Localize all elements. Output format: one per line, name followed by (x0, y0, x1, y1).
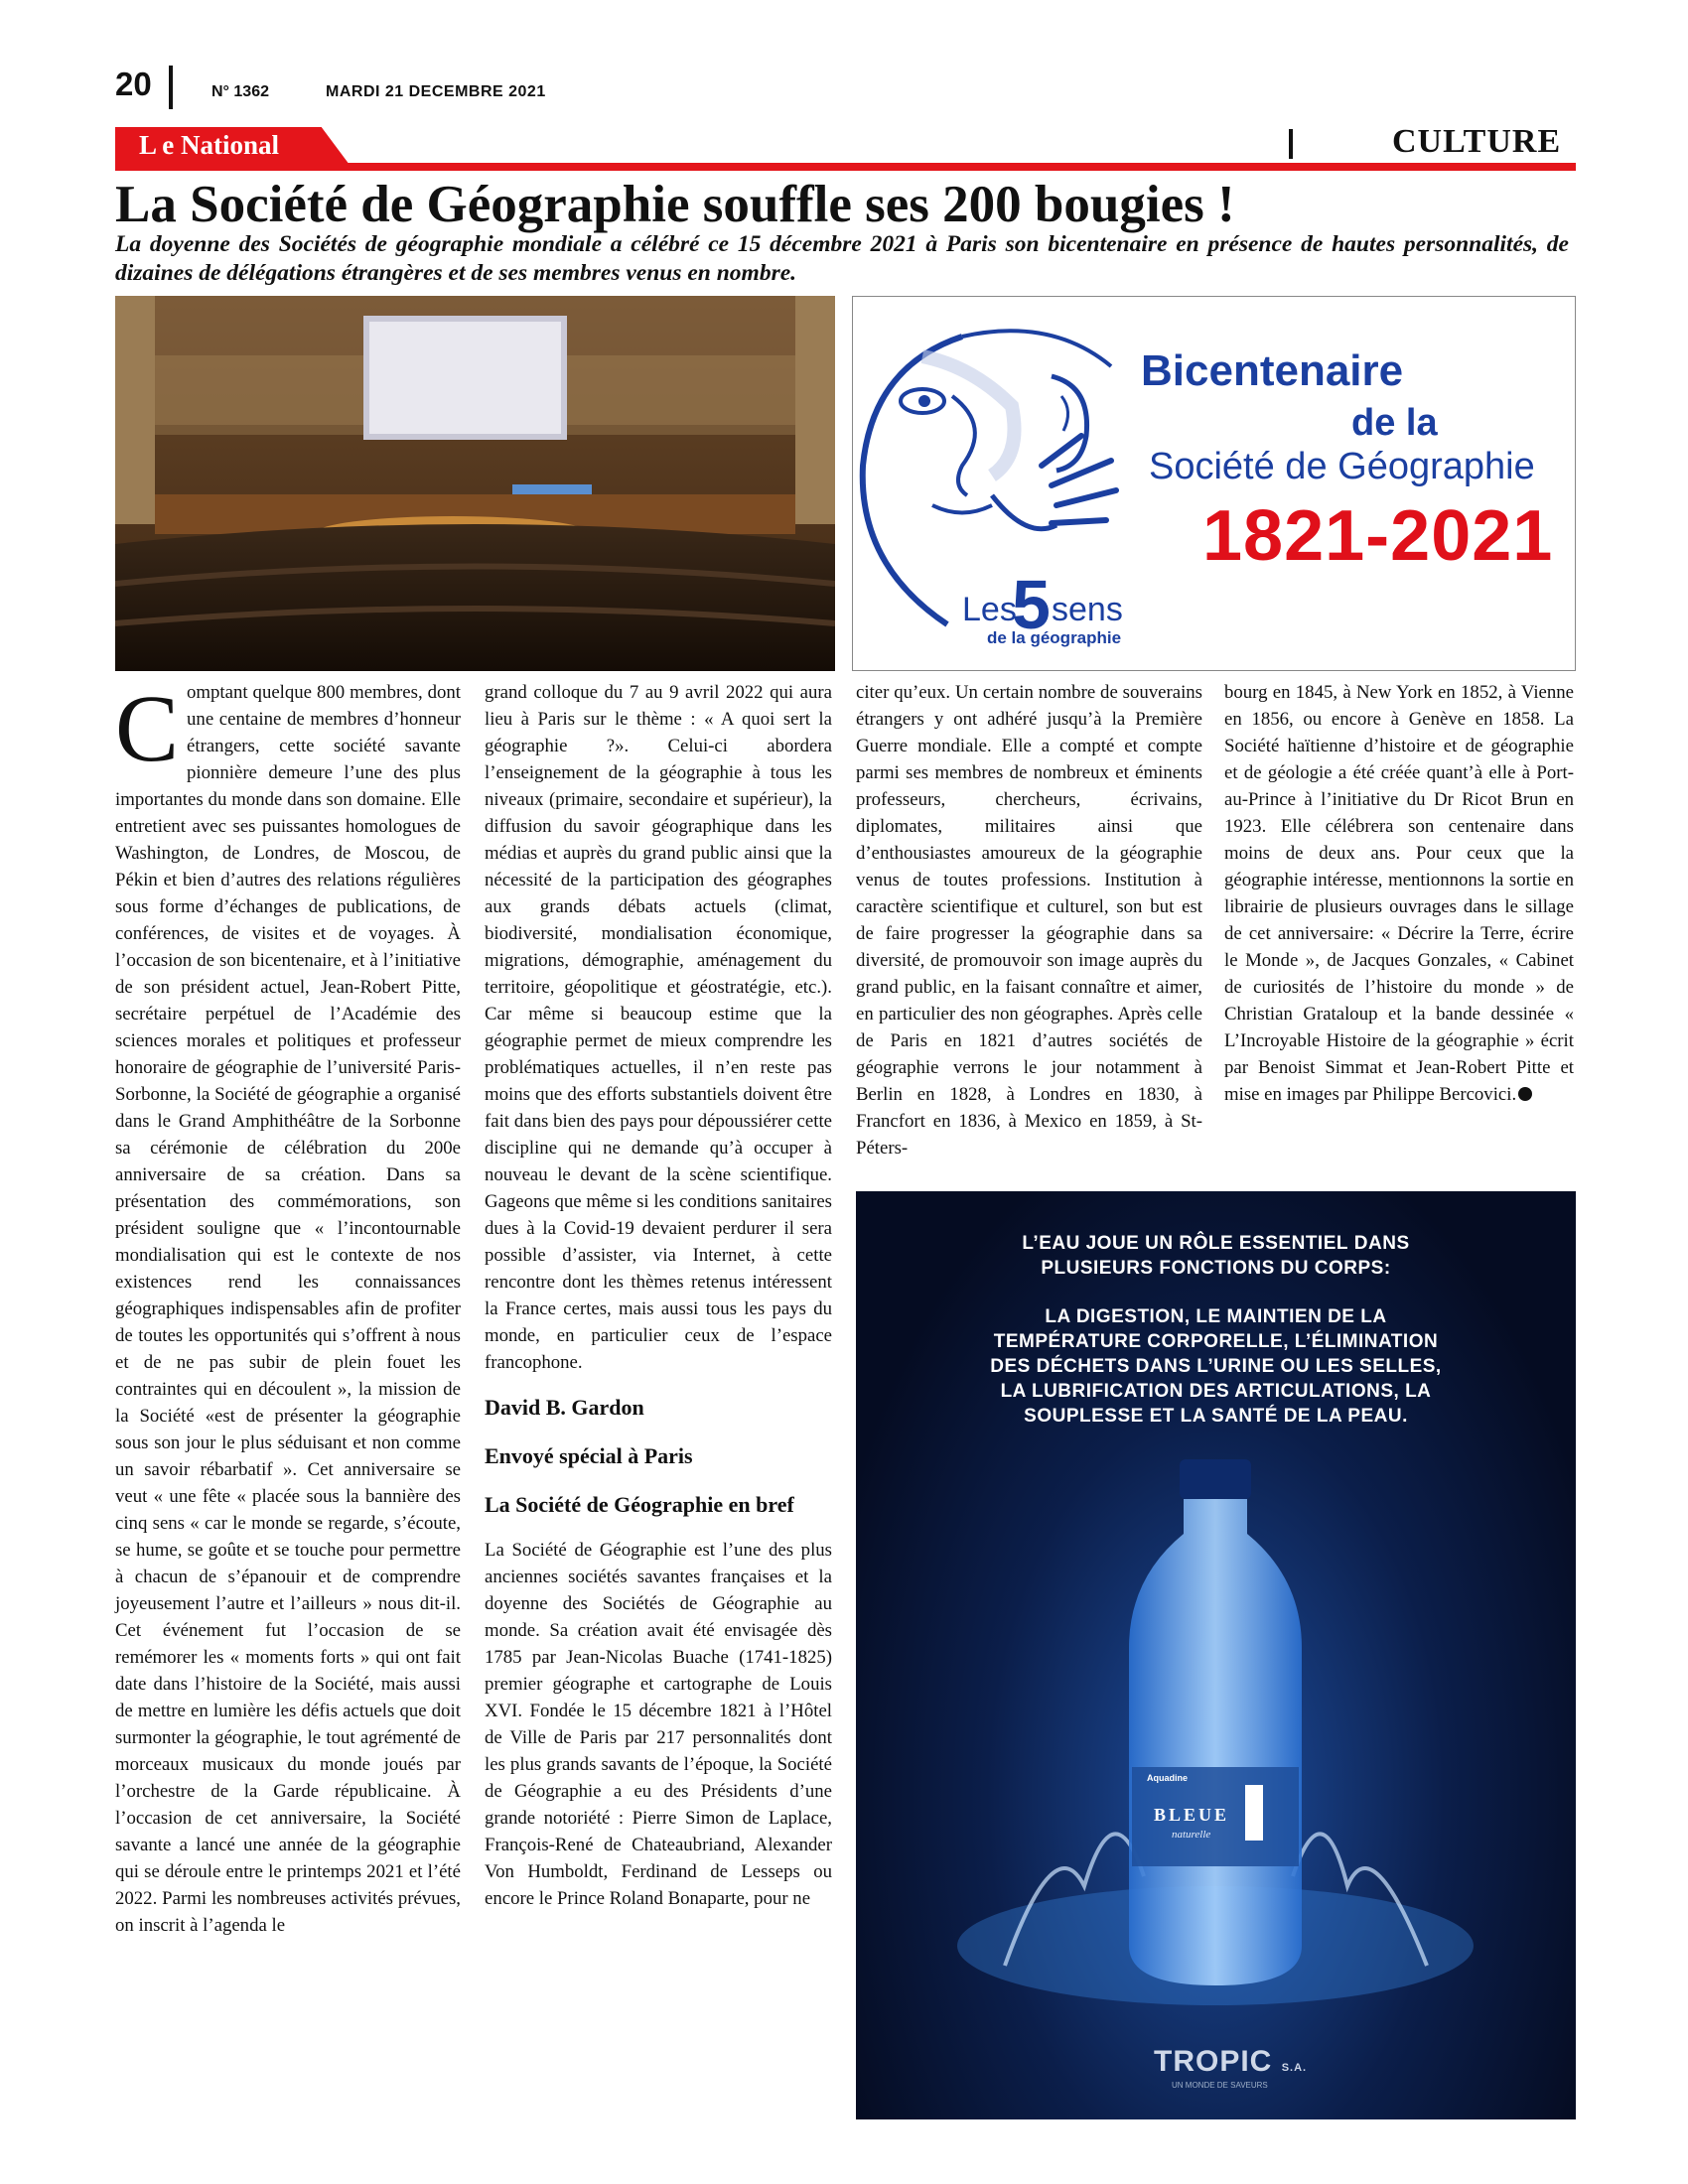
ad-line: . (1402, 1406, 1408, 1427)
section-title: CULTURE (1392, 123, 1562, 160)
column-3-text: citer qu’eux. Un certain nombre de souverains étrangers y ont adhéré jusqu’à la Première Guerre mondiale. Elle a compté et compte parmi ses membres de nombreux et éminents professeurs, chercheurs, écrivains, diplomates, militaires ainsi que d’enthousiastes amoureux de la géographie venus de toutes professions. Institution à caractère scientifique et culturel, son but est de faire progresser la géographie dans sa diversité, de promouvoir son image auprès du grand public, en la faisant connaître et aimer, en particulier des non géographes. Après celle de Paris en 1821 d’autres sociétés de géographie verrons le jour notamment à Berlin en 1828, à Londres en 1830, à Francfort en 1836, à Mexico en 1859, à St-Péters- (856, 682, 1202, 1159)
article-headline: La Société de Géographie souffle ses 200 bougies ! (115, 176, 1235, 233)
ad-line: PLUSIEURS FONCTIONS DU (1041, 1258, 1315, 1279)
amphitheatre-illustration (115, 296, 835, 671)
end-mark-icon (1518, 1087, 1532, 1101)
tropic-brand: TROPIC (1154, 2045, 1273, 2078)
sidebar-subheading: La Société de Géographie en bref (485, 1492, 794, 1517)
ad-emphasis: TEMPÉRATURE CORPORELLE (993, 1331, 1284, 1352)
logo-five: 5 (1012, 566, 1051, 643)
ad-line: , L’ÉLIMINATION (1283, 1331, 1439, 1352)
ad-line: DES ARTICULATIONS, LA (1183, 1381, 1432, 1402)
logo-sens: sens (1052, 591, 1123, 628)
ad-line: , LE MAINTIEN DE LA (1184, 1306, 1387, 1327)
column-1-text: omptant quelque 800 membres, dont une centaine de membres d’honneur étrangers, cette société savante pionnière demeure l’une des plus importantes du monde dans son domaine. Elle entretient avec ses puissantes homologues de Washington, de Londres, de Moscou, de Pékin et bien d’autres des relations régulières sous forme d’échanges de publications, de conférences, de visites et de voyages. À l’occasion de son bicentenaire, et à l’initiative de son président actuel, Jean-Robert Pitte, secrétaire perpétuel de l’Académie des sciences morales et politiques et professeur honoraire de géographie de l’université Paris-Sorbonne, la Société de géographie a organisé dans le Grand Amphithéâtre de la Sorbonne sa cérémonie de célébration du 200e anniversaire de sa création. Dans sa présentation des commémorations, son président souligne que « l’incontournable mondialisation qui est le contexte de nos existences rend les connaissances géographiques indispensables afin de profiter de toutes les opportunités qui s’offrent à nous et de ne pas subir de plein fouet les contraintes qui en découlent », la mission de la Société «est de présenter la géographie sous son jour le plus séduisant et non comme un savoir rébarbatif ». Cet anniversaire se veut « une fête « placée sous la bannière des cinq sens « car le monde se regarde, s’écoute, se hume, se goûte et se touche pour permettre à chacun de s’épanouir et de comprendre joyeusement l’autre et l’ailleurs » nous dit-il. Cet événement fut l’occasion de se remémorer les « moments forts » qui ont fait date dans l’histoire de la Société, mais aussi de mettre en lumière les défis actuels que doit surmonter la géographie, le tout agrémenté de morceaux musicaux du monde joués par l’orchestre de la Garde républicaine. À l’occasion de cet anniversaire, la Société savante a lancé une année de la géographie qui se déroule entre le printemps 2021 et l’été 2022. Parmi les nombreuses activités prévues, on inscrit à l’agenda le (115, 682, 461, 1936)
author-role: Envoyé spécial à Paris (485, 1443, 693, 1468)
tropic-suffix: S.A. (1281, 2062, 1308, 2074)
article-column-1 (115, 675, 461, 1939)
issue-date: MARDI 21 DECEMBRE 2021 (326, 83, 546, 100)
logo-les: Les (962, 591, 1017, 628)
article-column-4 (1224, 679, 1574, 1108)
article-standfirst: La doyenne des Sociétés de géographie mondiale a célébré ce 15 décembre 2021 à Paris son bicentenaire en présence de hautes personnalités, de dizaines de délégations étrangères et de ses membres venus en nombre. (115, 231, 1569, 286)
ad-emphasis: RÔLE ESSENTIEL (1179, 1233, 1348, 1254)
article-column-3 (856, 679, 1202, 1161)
ad-emphasis: LUBRIFICATION (1031, 1381, 1184, 1402)
header-divider (169, 66, 173, 109)
logo-title: Bicentenaire (1141, 346, 1404, 395)
section-divider (1289, 129, 1293, 159)
ad-line: LA (1045, 1306, 1076, 1327)
ad-line: DES DÉCHETS DANS L’URINE OU LES SELLES, (990, 1356, 1442, 1377)
header-rule (115, 163, 1576, 171)
amphitheatre-photo (115, 296, 835, 671)
ad-emphasis: CORPS: (1314, 1258, 1391, 1279)
tropic-tagline: UN MONDE DE SAVEURS (1172, 2081, 1268, 2090)
tropic-logo (1154, 2045, 1307, 2079)
article-column-2 (485, 679, 832, 1912)
bottle-label-sub: naturelle (1172, 1829, 1211, 1841)
column-4-text: bourg en 1845, à New York en 1852, à Vienne en 1856, ou encore à Genève en 1858. La Société haïtienne d’histoire et de géographie et de géologie a été créée quant’à elle à Port-au-Prince à l’initiative du Dr Ricot Brun en 1923. Elle célébrera son centenaire dans moins de deux ans. Pour ceux que la géographie intéresse, mentionnons la sortie en librairie de plusieurs ouvrages dans le sillage de cet anniversaire: « Décrire la Terre, écrire le Monde », de Jacques Gonzales, « Cabinet de curiosités de l’histoire du monde » de Christian Grataloup et la bande dessinée « L’Incroyable Histoire de la géographie » écrit par Benoist Simmat et Jean-Robert Pitte et mise en images par Philippe Bercovici. (1224, 682, 1574, 1105)
bottle-label-brand: BLEUE (1154, 1805, 1230, 1825)
page-number: 20 (115, 66, 152, 102)
logo-society-name: Société de Géographie (1149, 446, 1535, 487)
brand-name: L e National (139, 130, 280, 160)
ad-emphasis: DIGESTION (1075, 1306, 1185, 1327)
logo-de-la: de la (1351, 402, 1438, 444)
author-name: David B. Gardon (485, 1395, 644, 1420)
bicentenary-logo (852, 296, 1576, 671)
ad-line: L’EAU JOUE UN (1022, 1233, 1180, 1254)
drop-cap: C (115, 675, 180, 781)
water-advertisement (856, 1191, 1576, 2119)
ad-emphasis: PEAU (1347, 1406, 1403, 1427)
bottle-label-top: Aquadine (1147, 1773, 1189, 1783)
ad-line: LA (1000, 1381, 1032, 1402)
column-2-text: grand colloque du 7 au 9 avril 2022 qui aura lieu à Paris sur le thème : « A quoi sert la géographie ?». Celui-ci abordera l’enseignement de la géographie à tous les niveaux (primaire, secondaire et supérieur), la diffusion du savoir géographique dans les médias et auprès du grand public ainsi que la nécessité de la participation des géographes aux grands débats actuels (climat, biodiversité, mondialisation économique, migrations, démographie, aménagement du territoire, géopolitique et géostratégie, etc.). Car même si beaucoup estime que la géographie permet de mieux comprendre les problématiques actuelles, il n’en reste pas moins que des efforts substantiels doivent être fait dans bien des pays pour dépoussiérer cette discipline qui ne demande qu’à occuper à nouveau le devant de la scène scientifique. Gageons que même si les conditions sanitaires dues à la Covid-19 devaient perdurer il sera possible d’assister, via Internet, à cette rencontre dont les thèmes retenus intéressent la France certes, mais aussi tous les pays du monde, en particulier ceux de l’espace francophone. (485, 682, 832, 1373)
ad-line: DANS (1348, 1233, 1410, 1254)
issue-number: N° 1362 (211, 83, 269, 100)
logo-subtitle: de la géographie (987, 628, 1122, 647)
ad-line: SOUPLESSE ET LA SANTÉ DE LA (1024, 1406, 1348, 1427)
column-2b-text: La Société de Géographie est l’une des plus anciennes sociétés savantes françaises et la doyenne des Sociétés de Géographie au monde. Sa création avait été envisagée dès 1785 par Jean-Nicolas Buache (1741-1825) premier géographe et cartographe de Louis XVI. Fondée le 15 décembre 1821 à l’Hôtel de Ville de Paris par 217 personnalités dont les plus grands savants de l’époque, la Société de Géographie a eu des Présidents d’une grande notoriété : Pierre Simon de Laplace, François-René de Chateaubriand, Alexander Von Humboldt, Ferdinand de Lesseps ou encore le Prince Roland Bonaparte, pour ne (485, 1540, 832, 1909)
water-bottle-illustration (856, 1191, 1576, 2119)
logo-years: 1821-2021 (1202, 496, 1554, 576)
